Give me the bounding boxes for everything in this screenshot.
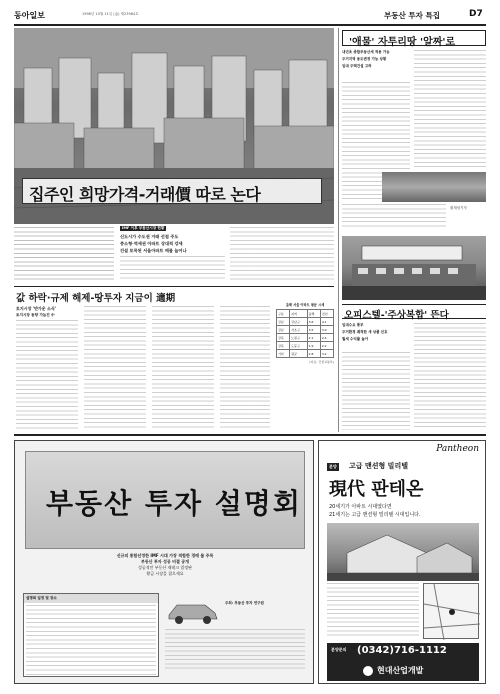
table-row [277,326,334,334]
ad-right-phone: (0342)716-1112 [357,645,447,656]
table-cell: 강남 [277,326,290,334]
ad-left-line-1: 신규의 통합선정한 IMF 시대 가장 적합한 경매 물 주목 [116,553,214,558]
lead-body-col-0 [14,227,114,283]
table-cell: 3.9 [320,326,333,334]
lead-sub-tag: IMF 이후 부동산시장 현황 [122,226,165,230]
table-cell: 2.8 [307,350,320,358]
story2-sub: 토지시장 동향 가늠진 中 [16,313,55,317]
ad-right-map [423,583,479,639]
table-cell: 서초구 [290,326,308,334]
ad-left-sponsor: 주최: 부동산 투자 연구원 [225,601,264,605]
table-cell: 기타 [277,350,290,358]
table-row [277,334,334,342]
story2-kicker: 토지시장 '반가운 소식' [16,306,57,311]
ad-right [318,440,486,684]
right2-bullet-1: 임대수요 풍부 [342,323,364,327]
ad-right-photo [327,523,479,581]
masthead [14,9,486,23]
ad-right-contact [327,643,479,681]
right2-col-2 [414,323,486,430]
table-cell: 2.1 [307,334,320,342]
table-note: (자료: 건설교통부) [309,360,334,364]
ad-right-tagline: 고급 맨션형 빌리텔 [349,462,408,470]
page-number: D7 [469,9,483,19]
right2-headline-box [342,304,486,319]
ad-right-brand: Pantheon [436,444,479,454]
ad-divider [14,434,486,436]
right1-signature: 황재성기자 [450,206,467,210]
ad-left-line-4: 황금 시장을 잡으세요 [146,571,184,576]
right1-bullet-3: 임대 주택건설 고려 [342,64,372,68]
building-image [342,236,486,300]
company-logo-icon [363,666,373,676]
table-cell: 3.2 [320,350,333,358]
table-cell: 노원구 [290,334,308,342]
masthead-rule [14,24,486,26]
lead-body-col-3 [230,227,334,283]
story2-col-1 [16,320,78,430]
table-cell: 강북 [277,342,290,350]
map-icon [424,584,480,640]
ad-right-pre: 분양 [329,464,337,469]
car-icon [165,593,221,627]
ad-left-line-2: 부동산 투자 성공 비결 공개 [140,559,190,564]
ad-left-line-3: 성공적인 부동산 재테크 결정판 [137,565,193,570]
right1-bullet-2: 주거지역 용도변경 가능 상황 [342,57,387,61]
right2-bullet-2: 주거환경 쾌적한 새 상품 선호 [342,330,388,334]
right1-col-2 [414,50,486,170]
right1-headline: '애물' 자투리땅 '알짜'로 [349,37,456,48]
ad-right-contact-label: 분양문의 [331,647,347,652]
right1-bullet-1: 내년초 종합부동산세 적용 가능 [342,50,390,54]
ad-left-banner [25,451,305,549]
table-header: 지역 [290,310,308,318]
house-image [327,523,479,581]
ad-left-copy [25,553,305,591]
table-row [277,350,334,358]
lead-photo [14,28,334,224]
table-row [277,342,334,350]
table-grid [276,309,334,358]
right1-col-3 [342,204,446,230]
lead-headline: 집주인 희망가격-거래價 따로 논다 [29,185,261,204]
table-cell: 1.9 [307,342,320,350]
table-cell: 강남구 [290,318,308,326]
ad-left [14,440,314,684]
section-title: 부동산 투자 특집 [384,11,440,20]
table-cell: 2.4 [320,334,333,342]
right1-photo [382,172,486,202]
table-cell: 강북 [277,334,290,342]
lead-sub-2: 중소형·역세권 아파트 상대적 강세 [120,241,183,246]
right2-bullets [342,323,410,349]
story2-rule [14,286,334,287]
table-cell: 강남 [277,318,290,326]
ad-left-car-image [165,593,221,627]
ad-left-schedule-box [23,593,159,677]
lead-sub-1: 신도시가 수도권 거래 선점 주도 [120,234,179,239]
ad-right-slogan-2: 21세기는 고급 맨션형 빌리텔 시대입니다. [329,512,421,518]
table-cell: 3.5 [307,326,320,334]
paper-name: 동아일보 [14,11,45,20]
table-header: 올해 [307,310,320,318]
table-cell: 3.6 [307,318,320,326]
column-divider [338,28,339,432]
table-header-row [277,310,334,318]
ad-left-box-title: 설명회 일정 및 장소 [24,594,158,603]
lead-subheads [120,226,225,282]
right2-bullet-3: 월세 수익률 높아 [342,337,369,341]
table-cell: 도봉구 [290,342,308,350]
story2-col-2 [84,306,146,430]
ad-left-box-body [26,605,156,675]
ad-left-side-text [165,629,305,669]
building-photo [342,236,486,300]
story2-col-3 [152,306,214,430]
date-line: 1998년 10월 11일 (金) 제23984호 [82,12,139,16]
right2-headline: 오피스텔-'주상복합' 뜬다 [344,310,449,321]
lead-sub-3: 건설 토목된 서울아파트 매물 늘어나 [120,248,187,253]
table-title: 올해 서울 아파트 평균 시세 [285,303,325,307]
ad-right-slogan-1: 20세기가 아파트 시대였다면 [329,504,392,510]
table-cell: 4.1 [320,318,333,326]
story2-headline: 값 하락·규제 해제-땅투자 지금이 適期 [16,293,176,304]
table-cell: 2.2 [320,342,333,350]
right1-headline-box [342,30,486,46]
right1-bullets [342,50,410,80]
ad-right-details [327,583,419,639]
table-header: 구분 [277,310,290,318]
table-row [277,318,334,326]
table-header: 전년 [320,310,333,318]
lead-headline-box [22,178,322,204]
ad-right-product: 現代 판테온 [329,479,424,500]
table-cell: 평균 [290,350,308,358]
right2-col-1 [342,352,410,430]
ad-right-company: 현대산업개발 [377,666,424,675]
price-table [276,302,334,430]
story2-col-4 [220,306,270,430]
ad-left-title: 부동산 투자 설명회 [46,487,302,520]
lead-body-col-2-text [120,256,225,282]
